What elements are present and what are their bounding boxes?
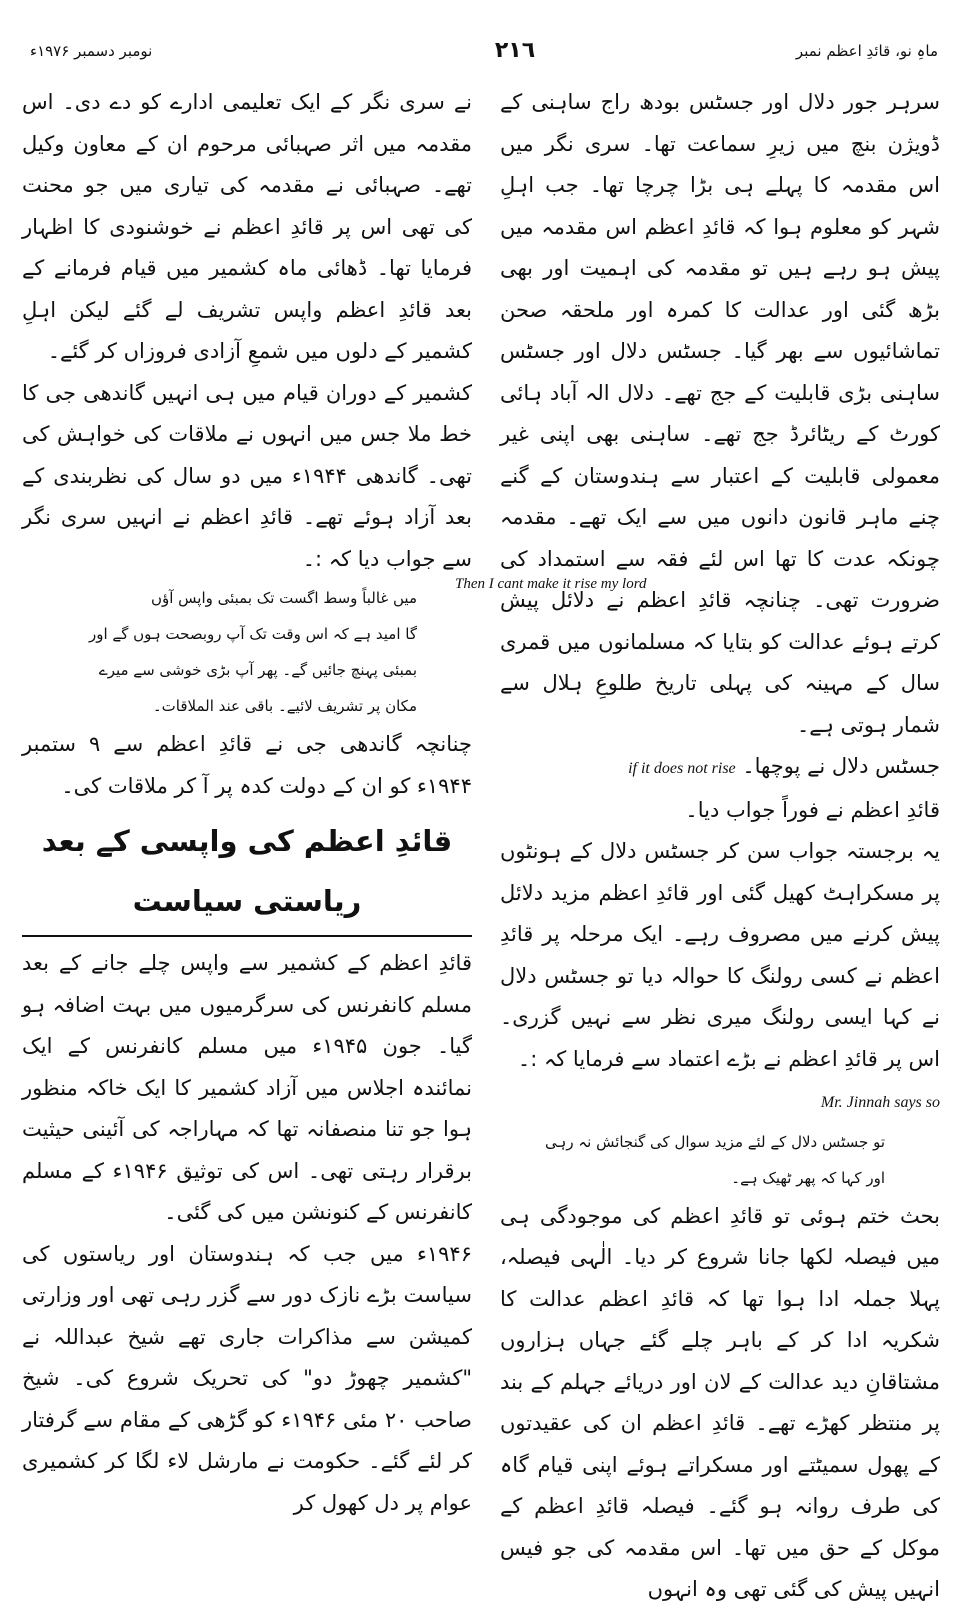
paragraph: ۱۹۴۶ء میں جب کہ ہندوستان اور ریاستوں کی سیاست بڑے نازک دور سے گزر رہی تھی اور وزارتی کمیشن سے مذاکرات جاری تھے شیخ عبداللہ نے "کشمیر چھوڑ دو" کی تحریک شروع کی۔ شیخ صاحب ۲۰ مئی ۱۹۴۶ء کو گڑھی کے مقام سے گرفتار کر لئے گئے۔ حکومت نے مارشل لاء لگا کر کشمیری عوام پر دل کھول کر xyxy=(22,1241,472,1515)
page-header xyxy=(30,38,938,78)
paragraph: کشمیر کے دوران قیام میں ہی انہیں گاندھی جی کا خط ملا جس میں انہوں نے ملاقات کی خواہش کی تھی۔ گاندھی ۱۹۴۴ء میں دو سال کی نظربندی کے بعد آزاد ہوئے تھے۔ قائدِ اعظم نے انہیں سری نگر سے جواب دیا کہ :۔ xyxy=(22,380,472,571)
quote-line: اور کہا کہ پھر ٹھیک ہے۔ xyxy=(731,1168,885,1187)
left-column xyxy=(22,82,473,1515)
paragraph: قائدِ اعظم نے فوراً جواب دیا۔ xyxy=(685,797,940,822)
page-number: ٢١٦ xyxy=(494,38,536,63)
paragraph: بحث ختم ہوئی تو قائدِ اعظم کی موجودگی ہی میں فیصلہ لکھا جانا شروع کر دیا۔ الٰہی فیصلہ، پہلا جملہ ادا ہوا تھا کہ قائدِ اعظم عدالت کا شکریہ ادا کر کے باہر چلے گئے جہاں ہزاروں مشتاقانِ دید عدالت کے لان اور دریائے جہلم کے بند پر منتظر کھڑے تھے۔ قائدِ اعظم ان کی عقیدتوں کے پھول سمیٹتے اور مسکراتے ہوئے اپنی قیام گاہ کی طرف روانہ ہو گئے۔ فیصلہ قائدِ اعظم کے موکل کے حق میں تھا۔ اس مقدمہ کی جو فیس انہیں پیش کی گئی تھی وہ انہوں xyxy=(500,1203,940,1601)
handwritten-english-note: Mr. Jinnah says so xyxy=(820,1094,940,1111)
quote-line: مکان پر تشریف لائیے۔ باقی عند الملاقات۔ xyxy=(152,697,417,715)
header-issue-date: نومبر دسمبر ۱۹۷۶ء xyxy=(30,42,153,60)
paragraph: قائدِ اعظم کے کشمیر سے واپس چلے جانے کے بعد مسلم کانفرنس کی سرگرمیوں میں بہت اضافہ ہو گیا۔ جون ۱۹۴۵ء میں مسلم کانفرنس کے ایک نمائندہ اجلاس میں آزاد کشمیر کا ایک خاکہ منظور ہوا جو تنا منصفانہ تھا کہ مہاراجہ کی آئینی حیثیت برقرار رہتی تھی۔ اس کی توثیق ۱۹۴۶ء کے مسلم کانفرنس کے کنونشن میں کی گئی۔ xyxy=(22,951,473,1224)
quote-line: میں غالباً وسط اگست تک بمبئی واپس آؤں xyxy=(150,589,417,607)
paragraph xyxy=(500,1080,940,1124)
quote-line: تو جسٹس دلال کے لئے مزید سوال کی گنجائش نہ رہی xyxy=(545,1132,885,1151)
paragraph: چنانچہ گاندھی جی نے قائدِ اعظم سے ۹ ستمبر ۱۹۴۴ء کو ان کے دولت کدہ پر آ کر ملاقات کی۔ xyxy=(22,732,472,798)
handwritten-margin-note: Then I cant make it rise my lord xyxy=(455,576,647,592)
dialogue-urdu: جسٹس دلال نے پوچھا۔ xyxy=(742,754,940,778)
quote-line: بمبئی پہنچ جائیں گے۔ پھر آپ بڑی خوشی سے میرے xyxy=(98,661,417,679)
handwritten-english-note: if it does not rise xyxy=(628,760,736,777)
quote-line: گا امید ہے کہ اس وقت تک آپ روبصحت ہوں گے اور xyxy=(88,625,417,643)
header-magazine-title: ماہِ نو، قائدِ اعظم نمبر xyxy=(795,42,938,60)
right-column xyxy=(500,82,940,1601)
paragraph xyxy=(500,746,940,790)
paragraph: نے سری نگر کے ایک تعلیمی ادارے کو دے دی۔ اس مقدمہ میں اثر صہبائی مرحوم ان کے معاون وکیل تھے۔ صہبائی نے مقدمہ کی تیاری میں جو محنت کی تھی اس پر قائدِ اعظم نے خوشنودی کا اظہار فرمایا تھا۔ ڈھائی ماہ کشمیر میں قیام فرمانے کے بعد قائدِ اعظم واپس تشریف لے گئے لیکن اہلِ کشمیر کے دلوں میں شمعِ آزادی فروزاں کر گئے۔ xyxy=(22,90,472,363)
paragraph: یہ برجستہ جواب سن کر جسٹس دلال کے ہونٹوں پر مسکراہٹ کھیل گئی اور قائدِ اعظم مزید دلائل پیش کرنے میں مصروف رہے۔ ایک مرحلہ پر قائدِ اعظم نے کسی رولنگ کا حوالہ دیا تو جسٹس دلال نے کہا ایسی رولنگ میری نظر سے نہیں گزری۔ اس پر قائدِ اعظم نے بڑے اعتماد سے فرمایا کہ :۔ xyxy=(500,839,940,1071)
paragraph: سرہر جور دلال اور جسٹس بودھ راج ساہنی کے ڈویژن بنچ میں زیرِ سماعت تھا۔ سری نگر میں اس مقدمہ کا پہلے ہی بڑا چرچا تھا۔ جب اہلِ شہر کو معلوم ہوا کہ قائدِ اعظم اس مقدمہ میں پیش ہو رہے ہیں تو مقدمہ کی اہمیت اور بھی بڑھ گئی اور عدالت کا کمرہ اور ملحقہ صحن تماشائیوں سے بھر گیا۔ جسٹس دلال اور جسٹس ساہنی بڑی قابلیت کے جج تھے۔ دلال الہ آباد ہائی کورٹ کے ریٹائرڈ جج تھے۔ ساہنی بھی اپنی غیر معمولی قابلیت کے اعتبار سے ہندوستان کے گنے چنے ماہر قانون دانوں میں سے ایک تھے۔ مقدمہ چونکہ عدت کا تھا اس لئے فقہ سے استمداد کی ضرورت تھی۔ چنانچہ قائدِ اعظم نے دلائل پیش کرتے ہوئے عدالت کو بتایا کہ مسلمانوں میں قمری سال کے مہینہ کی پہلی تاریخ طلوعِ ہلال سے شمار ہوتی ہے۔ xyxy=(500,90,940,737)
section-heading: قائدِ اعظم کی واپسی کے بعد ریاستی سیاست xyxy=(22,811,472,937)
